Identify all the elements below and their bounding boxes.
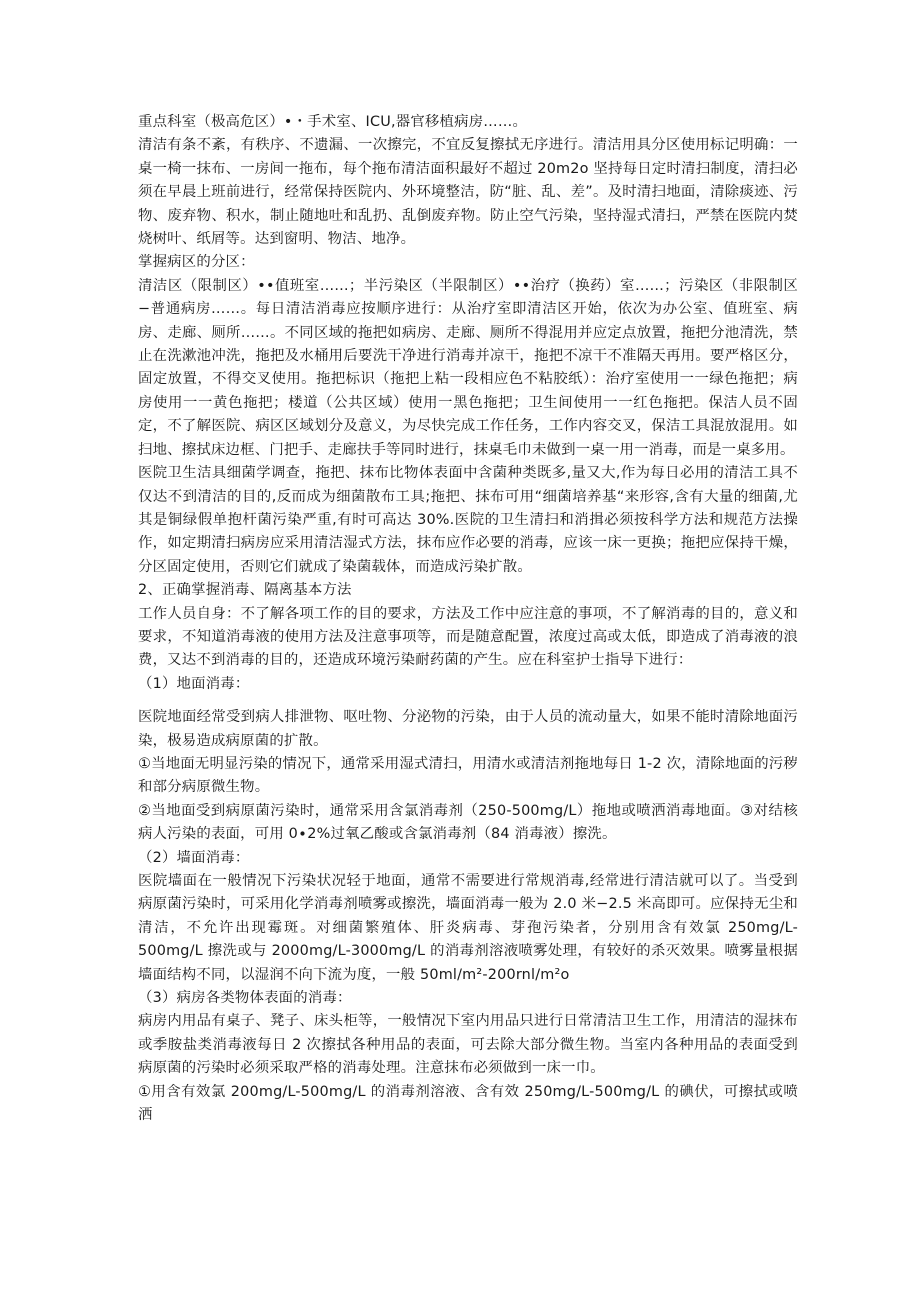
paragraph-staff: 工作人员自身：不了解各项工作的目的要求，方法及工作中应注意的事项，不了解消毒的目的，意义和要求，不知道消毒液的使用方法及注意事项等，而是随意配置，浓度过高或太低，即造成了消毒液的浪费，又达不到消毒的目的，还造成环境污染耐药菌的产生。应在科室护士指导下进行：: [138, 605, 798, 669]
subheading-floor: （1）地面消毒：: [138, 675, 250, 692]
paragraph-bacteria-survey: 医院卫生洁具细菌学调查，拖把、抹布比物体表面中含菌种类既多,量又大,作为每日必用的清洁工具不仅达不到清洁的目的,反而成为细菌散布工具;拖把、抹布可用“细菌培养基“来形容,含有大量的细菌,尤其是铜绿假单抱杆菌污染严重,有时可高达 30%.医院的卫生清扫和消揖必须按科学方法和规范方法操作，如定期清扫病房应采用清洁湿式方法，抹布应作必要的消毒，应该一床一更换；拖把应保持干燥，分区固定使用，否则它们就成了染菌载体，而造成污染扩散。: [138, 465, 798, 575]
paragraph-floor-1: ①当地面无明显污染的情况下，通常采用湿式清扫，用清水或清洁剂拖地每日 1-2 次，清除地面的污秽和部分病原微生物。: [138, 755, 798, 796]
paragraph-surfaces-1: ①用含有效氯 200mg∕L-500mg∕L 的消毒剂溶液、含有效 250mg∕L-500mg∕L 的碘伏，可擦拭或喷洒: [138, 1083, 798, 1124]
paragraph-wall: 医院墙面在一般情况下污染状况轻于地面，通常不需要进行常规消毒,经常进行清洁就可以了。当受到病原菌污染时，可采用化学消毒剂喷雾或擦洗，墙面消毒一般为 2.0 米−2.5 米高即可。应保持无尘和清洁，不允许出现霉斑。对细菌繁殖体、肝炎病毒、芽孢污染者，分别用含有效氯 250mg∕L-500mg∕L 擦洗或与 2000mg∕L-3000mg∕L 的消毒剂溶液喷雾处理，有较好的杀灭效果。喷雾量根据墙面结构不同，以湿润不向下流为度，一般 50ml∕m²-200rnl∕m²o: [138, 873, 798, 983]
paragraph-ward-zones-title: 掌握病区的分区：: [138, 254, 255, 271]
subheading-wall: （2）墙面消毒：: [138, 849, 250, 866]
document-page: [138, 111, 798, 1127]
paragraph-key-departments: 重点科室（极高危区）•・手术室、ICU,器官移植病房……。: [138, 114, 528, 130]
paragraph-floor-intro: 医院地面经常受到病人排泄物、呕吐物、分泌物的污染，由于人员的流动量大，如果不能时清除地面污染，极易造成病原菌的扩散。: [138, 709, 798, 749]
paragraph-surfaces: 病房内用品有桌子、凳子、床头柜等，一般情况下室内用品只进行日常清洁卫生工作，用清洁的湿抹布或季胺盐类消毒液每日 2 次擦拭各种用品的表面，可去除大部分微生物。当室内各种用品的表面受到病原菌的污染时必须采取严格的消毒处理。注意抹布必须做到一床一巾。: [138, 1013, 798, 1077]
paragraph-floor-2: ②当地面受到病原菌污染时，通常采用含氯消毒剂（250-500mg∕L）拖地或喷洒消毒地面。③对结核病人污染的表面，可用 0∙2%过氧乙酸或含氯消毒剂（84 消毒液）擦洗。: [138, 802, 798, 843]
section-heading-disinfection: 2、正确掌握消毒、隔离基本方法: [138, 582, 352, 599]
paragraph-ward-zones: 清洁区（限制区）••值班室……；半污染区（半限制区）••治疗（换药）室……；污染区（非限制区−普通病房……。每日清洁消毒应按顺序进行：从治疗室即清洁区开始，依次为办公室、值班室、病房、走廊、厕所……。不同区域的拖把如病房、走廊、厕所不得混用并应定点放置，拖把分池清洗，禁止在洗漱池冲洗，拖把及水桶用后要洗干净进行消毒并凉干，拖把不凉干不准隔天再用。要严格区分，固定放置，不得交叉使用。拖把标识（拖把上粘一段相应色不粘胶纸）：治疗室使用一一绿色拖把；病房使用一一黄色拖把；楼道（公共区域）使用一黑色拖把；卫生间使用一一红色拖把。保洁人员不固定，不了解医院、病区区域划分及意义，为尽快完成工作任务，工作内容交叉，保洁工具混放混用。如扫地、擦拭床边框、门把手、走廊扶手等同时进行，抹桌毛巾未做到一桌一用一消毒，而是一桌多用。: [138, 277, 798, 458]
paragraph-cleaning-order: 清洁有条不紊，有秩序、不遗漏、一次擦完，不宜反复擦拭无序进行。清洁用具分区使用标记明确：一桌一椅一抹布、一房间一拖布，每个拖布清洁面积最好不超过 20m2o 坚持每日定时清扫制度，清扫必须在早晨上班前进行，经常保持医院内、外环境整洁，防“脏、乱、差”。及时清扫地面，清除痰迹、污物、废弃物、积水，制止随地吐和乱扔、乱倒废弃物。防止空气污染，坚持湿式清扫，严禁在医院内焚烧树叶、纸屑等。达到窗明、物洁、地净。: [138, 137, 798, 248]
subheading-surfaces: （3）病房各类物体表面的消毒：: [138, 990, 352, 1007]
